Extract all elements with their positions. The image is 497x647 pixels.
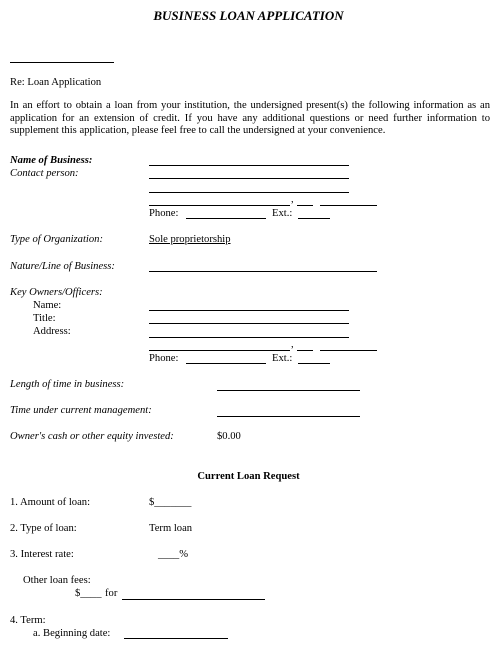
business-ext-label: Ext.: <box>272 208 293 219</box>
owner-equity-value[interactable]: $0.00 <box>217 431 241 442</box>
amount-of-loan-value[interactable]: $_______ <box>149 497 192 508</box>
contact-person-label: Contact person: <box>10 168 79 179</box>
nature-of-business-label: Nature/Line of Business: <box>10 261 115 272</box>
beginning-date-field[interactable] <box>124 638 228 639</box>
city-field[interactable] <box>149 205 290 206</box>
beginning-date-label: a. Beginning date: <box>33 628 111 639</box>
officer-title-label: Title: <box>33 313 56 324</box>
zip-field[interactable] <box>320 205 377 206</box>
type-of-organization-label: Type of Organization: <box>10 234 103 245</box>
intro-paragraph: In an effort to obtain a loan from your institution, the undersigned present(s) the following information as an application for an extension of credit. If you have any additional questions or need further information to supplement this application, please feel free to call the undersigned at your convenience. <box>10 100 490 137</box>
other-loan-fees-label: Other loan fees: <box>23 575 91 586</box>
name-of-business-label: Name of Business: <box>10 155 93 166</box>
officer-phone-label: Phone: <box>149 353 179 364</box>
length-of-time-field[interactable] <box>217 390 360 391</box>
officer-name-field[interactable] <box>149 310 349 311</box>
business-name-field[interactable] <box>149 165 349 166</box>
other-fee-for-label: for <box>105 588 118 599</box>
type-of-organization-value[interactable]: Sole proprietorship <box>149 234 231 245</box>
contact-line-2[interactable] <box>149 192 349 193</box>
address-comma: , <box>291 194 294 205</box>
nature-of-business-field[interactable] <box>149 271 377 272</box>
amount-of-loan-label: 1. Amount of loan: <box>10 497 91 508</box>
loan-request-heading: Current Loan Request <box>197 471 300 482</box>
type-of-loan-value[interactable]: Term loan <box>149 523 193 534</box>
business-ext-field[interactable] <box>298 218 330 219</box>
business-phone-label: Phone: <box>149 208 179 219</box>
other-fee-amount[interactable]: $____ <box>75 588 102 599</box>
contact-line-1[interactable] <box>149 178 349 179</box>
officer-zip-field[interactable] <box>320 350 377 351</box>
officer-ext-label: Ext.: <box>272 353 293 364</box>
officer-address-field[interactable] <box>149 337 349 338</box>
officer-name-label: Name: <box>33 300 62 311</box>
officer-address-label: Address: <box>33 326 71 337</box>
time-under-management-field[interactable] <box>217 416 360 417</box>
term-label: 4. Term: <box>10 615 46 626</box>
business-phone-field[interactable] <box>186 218 266 219</box>
other-fee-purpose-field[interactable] <box>122 599 265 600</box>
officer-title-field[interactable] <box>149 323 349 324</box>
type-of-loan-label: 2. Type of loan: <box>10 523 77 534</box>
officer-state-field[interactable] <box>297 350 313 351</box>
time-under-management-label: Time under current management: <box>10 405 152 416</box>
owner-equity-label: Owner's cash or other equity invested: <box>10 431 174 442</box>
officer-phone-field[interactable] <box>186 363 266 364</box>
re-line: Re: Loan Application <box>10 77 102 88</box>
interest-rate-label: 3. Interest rate: <box>10 549 74 560</box>
length-of-time-label: Length of time in business: <box>10 379 125 390</box>
interest-rate-value[interactable]: ____% <box>158 549 189 560</box>
key-owners-label: Key Owners/Officers: <box>10 287 103 298</box>
document-title: BUSINESS LOAN APPLICATION <box>153 8 344 23</box>
officer-address-comma: , <box>291 339 294 350</box>
date-line[interactable] <box>10 62 114 63</box>
officer-ext-field[interactable] <box>298 363 330 364</box>
state-field[interactable] <box>297 205 313 206</box>
officer-city-field[interactable] <box>149 350 290 351</box>
